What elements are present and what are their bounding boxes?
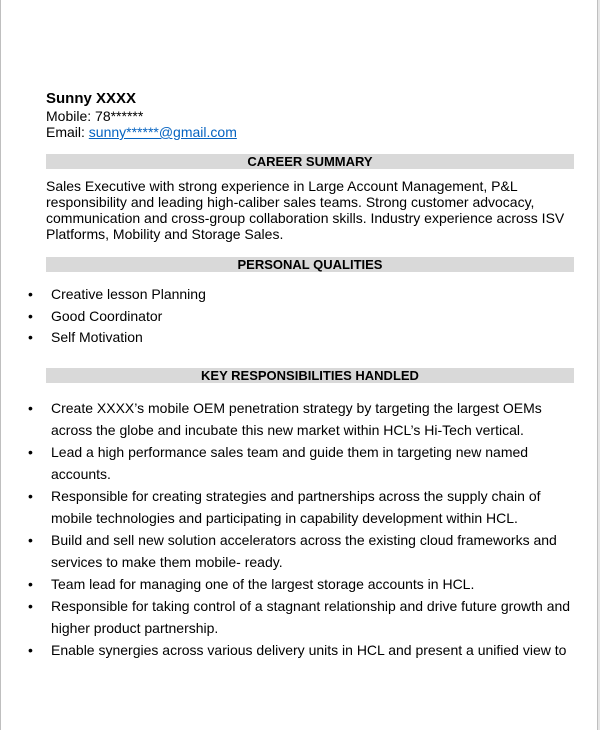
list-item — [28, 639, 576, 661]
key-responsibilities-heading: KEY RESPONSIBILITIES HANDLED — [46, 368, 574, 383]
personal-qualities-list — [28, 286, 428, 351]
responsibility-text: Responsible for taking control of a stagnant relationship and drive future growth and higher product partnership. — [51, 598, 571, 636]
list-item — [28, 441, 576, 485]
quality-text: Creative lesson Planning — [51, 286, 206, 302]
bullet-icon: • — [28, 307, 33, 324]
bullet-icon: • — [28, 444, 33, 460]
email-line — [46, 124, 446, 140]
career-summary-heading: CAREER SUMMARY — [46, 154, 574, 169]
quality-text: Self Motivation — [51, 329, 143, 345]
list-item — [28, 286, 428, 302]
email-label: Email: — [46, 124, 89, 140]
key-responsibilities-list — [28, 397, 576, 661]
mobile-label: Mobile: — [46, 108, 96, 124]
mobile-line — [46, 108, 446, 124]
email-link[interactable]: sunny******@gmail.com — [88, 124, 237, 140]
responsibility-text: Responsible for creating strategies and partnerships across the supply chain of mobile technologies and participating in capability development within HCL. — [51, 488, 541, 526]
bullet-icon: • — [28, 642, 33, 658]
list-item — [28, 397, 576, 441]
bullet-icon: • — [28, 532, 33, 548]
bullet-icon: • — [28, 488, 33, 504]
resume-header — [46, 90, 446, 140]
responsibility-text: Lead a high performance sales team and guide them in targeting new named accounts. — [51, 444, 529, 482]
list-item — [28, 329, 428, 345]
quality-text: Good Coordinator — [51, 307, 163, 324]
bullet-icon: • — [28, 598, 33, 614]
mobile-value: 78****** — [95, 108, 144, 124]
list-item — [28, 573, 576, 595]
candidate-name: Sunny XXXX — [46, 90, 137, 107]
responsibility-text: Team lead for managing one of the largest storage accounts in HCL. — [51, 576, 475, 592]
career-summary-text: Sales Executive with strong experience in Large Account Management, P&L responsibility and leading high-caliber sales teams. Strong customer advocacy, communication and cross-group collaboration skills. Industry experience across ISV Platforms, Mobility and Storage Sales. — [46, 178, 565, 242]
list-item — [28, 529, 576, 573]
bullet-icon: • — [28, 286, 33, 302]
list-item — [28, 308, 428, 324]
responsibility-text: Enable synergies across various delivery units in HCL and present a unified view to — [51, 642, 567, 658]
bullet-icon: • — [28, 329, 33, 345]
personal-qualities-heading: PERSONAL QUALITIES — [46, 257, 574, 272]
bullet-icon: • — [28, 576, 33, 592]
list-item — [28, 485, 576, 529]
list-item — [28, 595, 576, 639]
responsibility-text: Create XXXX’s mobile OEM penetration strategy by targeting the largest OEMs across the globe and incubate this new market within HCL’s Hi-Tech vertical. — [51, 400, 542, 438]
responsibility-text: Build and sell new solution accelerators across the existing cloud frameworks and services to make them mobile- ready. — [51, 532, 557, 570]
bullet-icon: • — [28, 400, 33, 416]
